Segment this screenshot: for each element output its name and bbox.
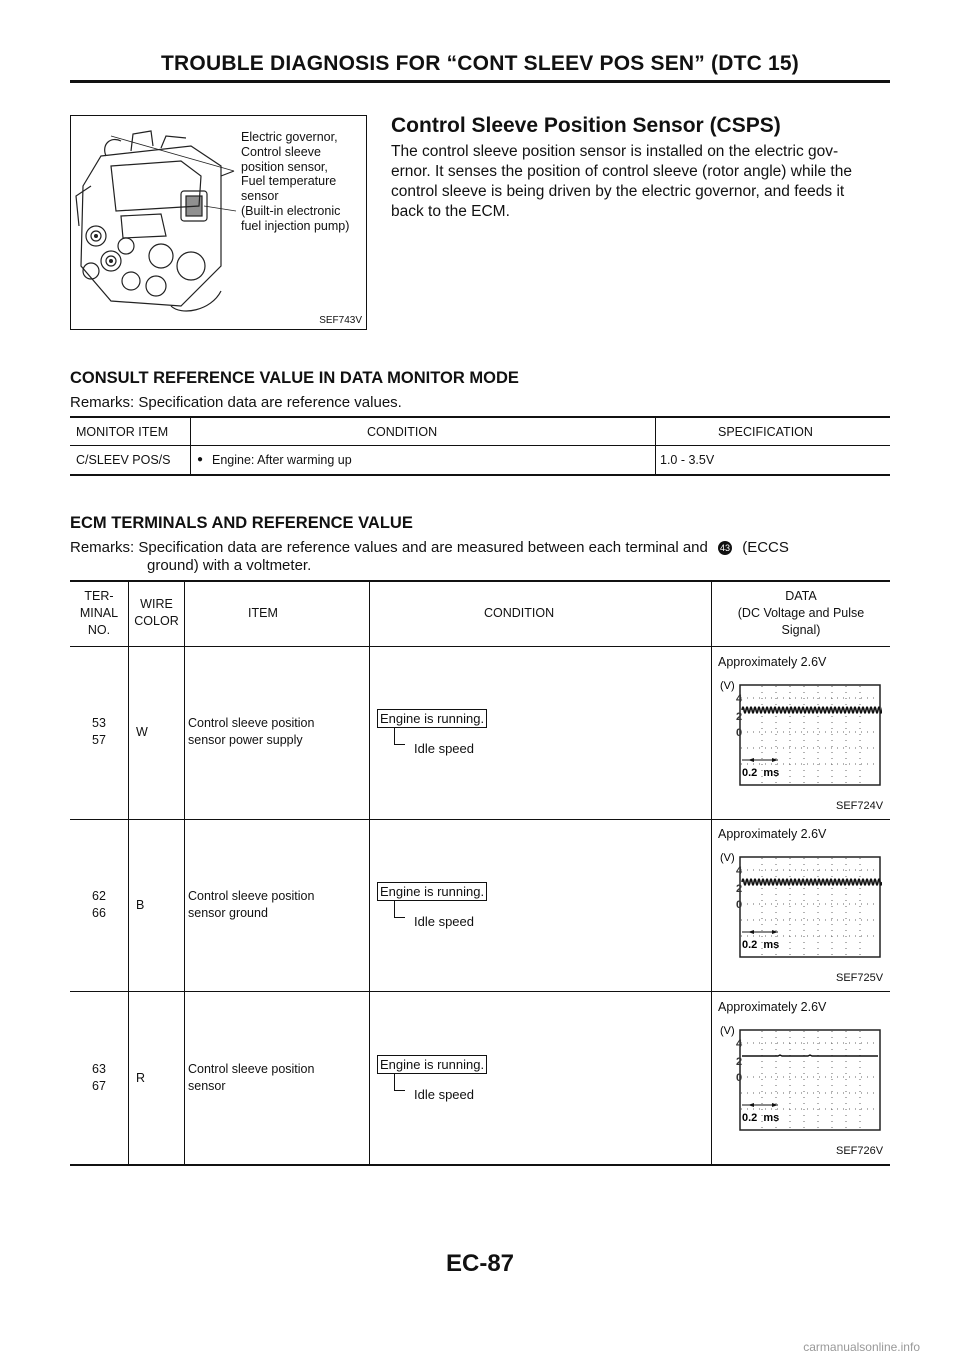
consult-title: CONSULT REFERENCE VALUE IN DATA MONITOR MODE — [70, 369, 519, 387]
ecm-col-divider — [184, 581, 185, 1165]
row1-item: Control sleeve position sensor power supply — [188, 716, 315, 747]
row1-condition-box: Engine is running. — [377, 709, 487, 728]
row1-condition-sub: Idle speed — [414, 741, 474, 756]
ecm-header-rule — [70, 646, 890, 647]
ecm-col-divider — [369, 581, 370, 1165]
row1-wire: W — [136, 725, 148, 739]
ecm-header-condition: CONDITION — [484, 606, 555, 620]
svg-text:2: 2 — [736, 883, 743, 895]
row-divider — [70, 991, 890, 992]
row3-item: Control sleeve position sensor — [188, 1062, 315, 1093]
svg-text:0: 0 — [736, 1072, 743, 1084]
scope-timebase: 0.2 ms — [742, 767, 780, 779]
svg-text:4: 4 — [736, 865, 743, 877]
consult-header-item: MONITOR ITEM — [76, 425, 169, 439]
svg-text:0: 0 — [736, 727, 743, 739]
ecm-header-item: ITEM — [248, 606, 278, 620]
ecm-header-data: DATA (DC Voltage and Pulse Signal) — [737, 589, 865, 637]
row2-item: Control sleeve position sensor ground — [188, 889, 315, 920]
consult-col-divider — [655, 417, 656, 474]
consult-row-spec: 1.0 - 3.5V — [660, 453, 715, 467]
row3-terminals: 63 67 — [92, 1062, 106, 1093]
svg-text:4: 4 — [736, 693, 743, 705]
ecm-col-divider — [128, 581, 129, 1165]
scope-unit-label: (V) — [720, 1025, 735, 1037]
svg-text:0: 0 — [736, 899, 743, 911]
row2-condition-sub: Idle speed — [414, 914, 474, 929]
figure-code: SEF743V — [319, 315, 362, 326]
ecm-table-bottom — [70, 1164, 890, 1166]
ecm-remarks-cont: ground) with a voltmeter. — [147, 557, 312, 574]
tree-connector — [394, 728, 405, 745]
row1-terminals: 53 57 — [92, 716, 106, 747]
consult-col-divider — [190, 417, 191, 474]
tree-connector — [394, 1074, 405, 1091]
svg-text:2: 2 — [736, 1056, 743, 1068]
waveform-trace — [742, 707, 882, 713]
watermark[interactable]: carmanualsonline.info — [803, 1340, 920, 1354]
row1-code: SEF724V — [836, 800, 884, 812]
page-header-title: TROUBLE DIAGNOSIS FOR “CONT SLEEV POS SEN” (DTC 15) — [161, 52, 799, 75]
consult-header-spec: SPECIFICATION — [718, 425, 813, 439]
consult-header-rule — [70, 445, 890, 446]
section-title: Control Sleeve Position Sensor (CSPS) — [391, 114, 781, 137]
ecm-title: ECM TERMINALS AND REFERENCE VALUE — [70, 514, 413, 532]
row2-waveform — [718, 848, 882, 960]
figure-caption: Electric governor, Control sleeve position sensor, Fuel temperature sensor (Built-in electronic fuel injection pump) — [241, 130, 350, 233]
consult-remarks: Remarks: Specification data are reference values. — [70, 394, 402, 411]
pump-figure — [70, 115, 367, 330]
row3-data: Approximately 2.6V — [718, 1000, 827, 1014]
section-paragraph: The control sleeve position sensor is installed on the electric gov- ernor. It senses the position of control sleeve (rotor angle) while the control sleeve is being driven by the electric governor, and feeds it back to the ECM. — [391, 143, 852, 220]
consult-row-item: C/SLEEV POS/S — [76, 453, 171, 467]
row3-code: SEF726V — [836, 1145, 884, 1157]
header-rule — [70, 80, 890, 83]
ecm-table-top — [70, 580, 890, 582]
row2-data: Approximately 2.6V — [718, 827, 827, 841]
row3-condition-box: Engine is running. — [377, 1055, 487, 1074]
consult-row-condition: Engine: After warming up — [212, 453, 352, 467]
ecm-header-terminal: TER- MINAL NO. — [79, 589, 119, 637]
scope-timebase: 0.2 ms — [742, 1112, 780, 1124]
tree-connector — [394, 901, 405, 918]
consult-table-top — [70, 416, 890, 418]
scope-unit-label: (V) — [720, 680, 735, 692]
row2-wire: B — [136, 898, 145, 912]
waveform-trace — [742, 879, 882, 885]
row3-waveform — [718, 1021, 882, 1133]
page-number: EC-87 — [445, 1250, 515, 1277]
consult-table-bottom — [70, 474, 890, 476]
row3-wire: R — [136, 1071, 146, 1085]
row2-condition-box: Engine is running. — [377, 882, 487, 901]
row1-data: Approximately 2.6V — [718, 655, 827, 669]
ecm-header-wire: WIRE COLOR — [134, 597, 179, 628]
ecm-remarks: Remarks: Specification data are reference values and are measured between each terminal and 43 (ECCS — [70, 539, 789, 556]
ground-terminal-icon: 43 — [720, 543, 731, 554]
consult-header-condition: CONDITION — [367, 425, 438, 439]
ecm-col-divider — [711, 581, 712, 1165]
row1-waveform — [718, 676, 882, 788]
svg-text:2: 2 — [736, 711, 743, 723]
row3-condition-sub: Idle speed — [414, 1087, 474, 1102]
scope-timebase: 0.2 ms — [742, 939, 780, 951]
row2-terminals: 62 66 — [92, 889, 106, 920]
svg-text:4: 4 — [736, 1038, 743, 1050]
scope-unit-label: (V) — [720, 852, 735, 864]
row2-code: SEF725V — [836, 972, 884, 984]
bullet-icon: ● — [197, 454, 204, 465]
row-divider — [70, 819, 890, 820]
